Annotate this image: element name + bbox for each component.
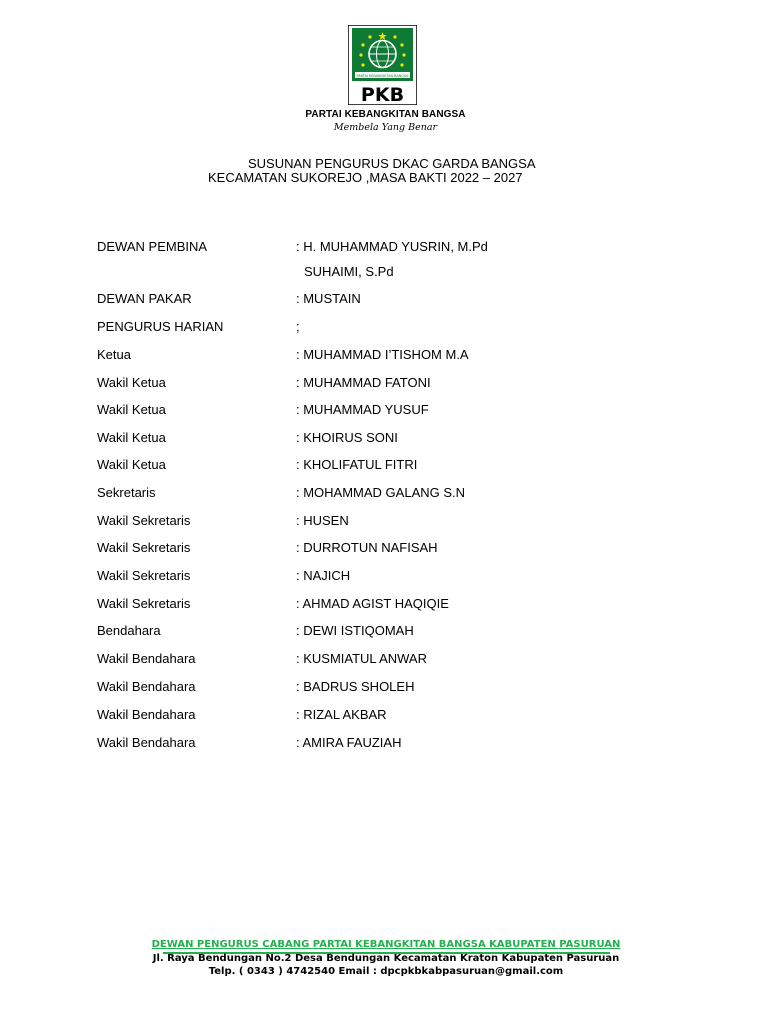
roster-row — [0, 568, 768, 586]
document-title-line-2: KECAMATAN SUKOREJO ,MASA BAKTI 2022 – 2027 — [208, 170, 523, 185]
party-tagline: Membela Yang Benar — [333, 122, 438, 133]
footer-contact: Telp. ( 0343 ) 4742540 Email : dpcpkbkabpasuruan@gmail.com — [208, 966, 564, 977]
roster-value: : KHOLIFATUL FITRI — [296, 457, 418, 472]
roster-value: : DURROTUN NAFISAH — [296, 540, 438, 555]
roster-row — [0, 651, 768, 669]
roster-row — [0, 457, 768, 475]
roster-row — [0, 735, 768, 753]
roster-value: : DEWI ISTIQOMAH — [296, 623, 414, 638]
roster-row — [0, 402, 768, 420]
roster-row — [0, 485, 768, 503]
roster-value: : AHMAD AGIST HAQIQIE — [296, 596, 449, 611]
roster-row — [0, 375, 768, 393]
roster-value: : MOHAMMAD GALANG S.N — [296, 485, 466, 500]
roster-role: DEWAN PAKAR — [97, 291, 192, 306]
footer-address: Jl. Raya Bendungan No.2 Desa Bendungan Kecamatan Kraton Kabupaten Pasuruan — [152, 953, 620, 964]
roster-value: : MUHAMMAD FATONI — [296, 375, 431, 390]
roster-row — [0, 623, 768, 641]
roster-role: Wakil Ketua — [97, 375, 166, 390]
roster-value: : MUHAMMAD I’TISHOM M.A — [296, 347, 469, 362]
party-name: PARTAI KEBANGKITAN BANGSA — [305, 109, 466, 120]
roster-role: Wakil Bendahara — [97, 679, 196, 694]
document-title-line-1: SUSUNAN PENGURUS DKAC GARDA BANGSA — [248, 156, 536, 171]
roster-role: Wakil Bendahara — [97, 651, 196, 666]
roster-role: Wakil Sekretaris — [97, 596, 191, 611]
roster-role: Bendahara — [97, 623, 161, 638]
roster-row — [0, 347, 768, 365]
roster-row — [0, 319, 768, 337]
roster-role: Wakil Sekretaris — [97, 568, 191, 583]
logo-banner-text: PARTAI KEBANGKITAN BANGSA — [356, 74, 409, 78]
roster-row — [0, 513, 768, 531]
roster-value: : H. MUHAMMAD YUSRIN, M.Pd — [296, 239, 488, 254]
roster-role: Sekretaris — [97, 485, 156, 500]
roster-row — [0, 430, 768, 448]
roster-value: : MUHAMMAD YUSUF — [296, 402, 429, 417]
roster-role: Wakil Sekretaris — [97, 513, 191, 528]
roster-role: Wakil Bendahara — [97, 707, 196, 722]
roster-row — [0, 707, 768, 725]
footer-organization — [0, 939, 768, 950]
roster-value: ; — [296, 319, 300, 334]
roster-value: : KHOIRUS SONI — [296, 430, 398, 445]
logo-text: PKB — [360, 84, 405, 105]
roster-role: Wakil Sekretaris — [97, 540, 191, 555]
roster-value: : RIZAL AKBAR — [296, 707, 387, 722]
roster-row — [0, 596, 768, 614]
footer-organization-text: DEWAN PENGURUS CABANG PARTAI KEBANGKITAN BANGSA KABUPATEN PASURUAN — [151, 939, 621, 950]
roster-role: Wakil Ketua — [97, 402, 166, 417]
roster-role: Wakil Ketua — [97, 457, 166, 472]
roster-row — [0, 679, 768, 697]
roster-value: : MUSTAIN — [296, 291, 361, 306]
roster-value: : NAJICH — [296, 568, 351, 583]
roster-value-continuation: SUHAIMI, S.Pd — [304, 264, 394, 279]
roster-role: PENGURUS HARIAN — [97, 319, 224, 334]
roster-row — [0, 540, 768, 558]
roster-role: DEWAN PEMBINA — [97, 239, 208, 254]
roster-role: Ketua — [97, 347, 131, 362]
roster-role: Wakil Bendahara — [97, 735, 196, 750]
roster-value: : HUSEN — [296, 513, 349, 528]
roster-row-dewan-pembina — [0, 239, 768, 257]
roster-role: Wakil Ketua — [97, 430, 166, 445]
roster-row — [0, 291, 768, 309]
roster-value: : BADRUS SHOLEH — [296, 679, 415, 694]
roster-value: : AMIRA FAUZIAH — [296, 735, 402, 750]
roster-value: : KUSMIATUL ANWAR — [296, 651, 427, 666]
